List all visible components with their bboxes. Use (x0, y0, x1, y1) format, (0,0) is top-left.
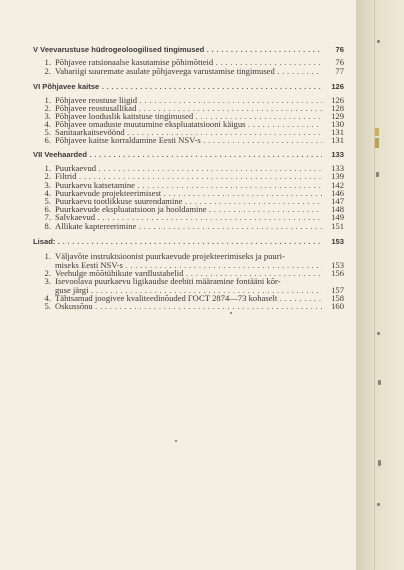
section-heading (33, 82, 344, 92)
entry-title: Väljavõte instruktsioonist puurkaevude projekteerimiseks ja puuri- (55, 251, 285, 261)
entry-title: Põhjavee ratsionaalse kasutamise põhimõtteid . . . (55, 57, 322, 67)
entry-number: 5. (44, 127, 51, 137)
page-number: 128 (331, 103, 344, 113)
entry-title: Põhjavee reostusallikad . . . (55, 103, 322, 113)
entry-number: 6. (44, 135, 51, 145)
entry-title: Allikate kaptereerimine . . . (55, 221, 322, 231)
entry-title: Põhjavee looduslik kaitstuse tingimused . . . (55, 111, 322, 121)
entry-number: 2. (44, 66, 51, 76)
entry-title-continuation: guse järgi . . . (55, 285, 322, 295)
entry-title: Veehulge mõõtühikute vardlustabelid . . . (55, 268, 322, 278)
entry-title: Oskussõnu . . . (55, 301, 322, 311)
entry-title: Põhjavee omaduste muutumine ekspluatatsiooni käigus . . . (55, 119, 322, 129)
page-number: 151 (331, 221, 344, 231)
page-number: 147 (331, 196, 344, 206)
toc-entry (38, 301, 344, 311)
entry-number: 4. (44, 293, 51, 303)
page-number: 126 (331, 82, 344, 91)
paper-speck (378, 380, 381, 385)
page-number: 131 (331, 135, 344, 145)
entry-title: Tähtsamad joogivee kvaliteedinõuded ГОСТ 2874—73 kohaselt . . . (55, 293, 322, 303)
page-number: 142 (331, 180, 344, 190)
page-number: 133 (331, 150, 344, 159)
paper-speck (376, 172, 379, 177)
page-number: 157 (331, 285, 344, 295)
page-number: 133 (331, 163, 344, 173)
entry-title: Põhjavee reostuse liigid . . . (55, 95, 322, 105)
entry-title: Põhjavee kaitse korraldamine Eesti NSV-s . . . (55, 135, 322, 145)
entry-number: 4. (44, 119, 51, 129)
entry-number: 8. (44, 221, 51, 231)
entry-title: Salvkaevud . . . (55, 212, 322, 222)
entry-title: Puurkaevud . . . (55, 163, 322, 173)
toc-entry (38, 66, 344, 76)
section-heading (33, 150, 344, 160)
entry-title-continuation: miseks Eesti NSV-s . . . (55, 260, 322, 270)
page-number: 153 (331, 260, 344, 270)
bookmark-tab (375, 138, 379, 148)
entry-title: Filtrid . . . (55, 171, 322, 181)
page-number: 153 (331, 237, 344, 246)
page-number: 131 (331, 127, 344, 137)
section-heading (33, 237, 344, 247)
entry-number: 2. (44, 103, 51, 113)
paper-speck (230, 312, 232, 314)
entry-number: 1. (44, 57, 51, 67)
paper-speck (175, 440, 177, 442)
entry-title: Puurkaevude ekspluatatsioon ja hooldamine . . . (55, 204, 322, 214)
paper-speck (377, 40, 380, 43)
page-number: 156 (331, 268, 344, 278)
entry-number: 3. (44, 276, 51, 286)
entry-title: Puurkaevude projekteerimisest . . . (55, 188, 322, 198)
entry-number: 1. (44, 251, 51, 261)
entry-number: 3. (44, 111, 51, 121)
paper-speck (377, 503, 380, 506)
page-number: 76 (335, 57, 344, 67)
page-number: 149 (331, 212, 344, 222)
section-title: VII Veehaarded . . . (33, 150, 322, 160)
entry-title: Puurkaevu tootlikkuse suurendamine . . . (55, 196, 322, 206)
entry-number: 4. (44, 188, 51, 198)
page-number: 158 (331, 293, 344, 303)
paper-speck (378, 460, 381, 466)
entry-number: 1. (44, 95, 51, 105)
page-number: 126 (331, 95, 344, 105)
page-number: 160 (331, 301, 344, 311)
entry-number: 2. (44, 268, 51, 278)
section-title: Lisad: . . . (33, 237, 322, 247)
entry-title: Isevoolava puurkaevu ligikaudse deebiti määramine fontääni kõr- (55, 276, 281, 286)
page-number: 139 (331, 171, 344, 181)
entry-number: 5. (44, 301, 51, 311)
entry-title: Sanitaarkaitsevöönd . . . (55, 127, 322, 137)
entry-number: 7. (44, 212, 51, 222)
toc-entry (38, 221, 344, 231)
entry-number: 3. (44, 180, 51, 190)
page-number: 77 (335, 66, 344, 76)
page-edge-line (374, 0, 375, 570)
entry-title: Puurkaevu katsetamine . . . (55, 180, 322, 190)
bookmark-tab (375, 128, 379, 136)
section-heading (33, 45, 344, 55)
entry-number: 6. (44, 204, 51, 214)
page-number: 76 (335, 45, 344, 54)
entry-title: Vabariigi suuremate asulate põhjaveega varustamise tingimused . . . (55, 66, 322, 76)
paper-speck (377, 332, 380, 335)
page-number: 130 (331, 119, 344, 129)
book-spine-gutter (356, 0, 404, 570)
page-number: 148 (331, 204, 344, 214)
page-number: 129 (331, 111, 344, 121)
section-title: VI Põhjavee kaitse . . . (33, 82, 322, 92)
page-number: 146 (331, 188, 344, 198)
entry-number: 1. (44, 163, 51, 173)
entry-number: 5. (44, 196, 51, 206)
entry-number: 2. (44, 171, 51, 181)
toc-entry (38, 135, 344, 145)
section-title: V Veevarustuse hüdrogeoloogilised tingimused . . . (33, 45, 322, 55)
